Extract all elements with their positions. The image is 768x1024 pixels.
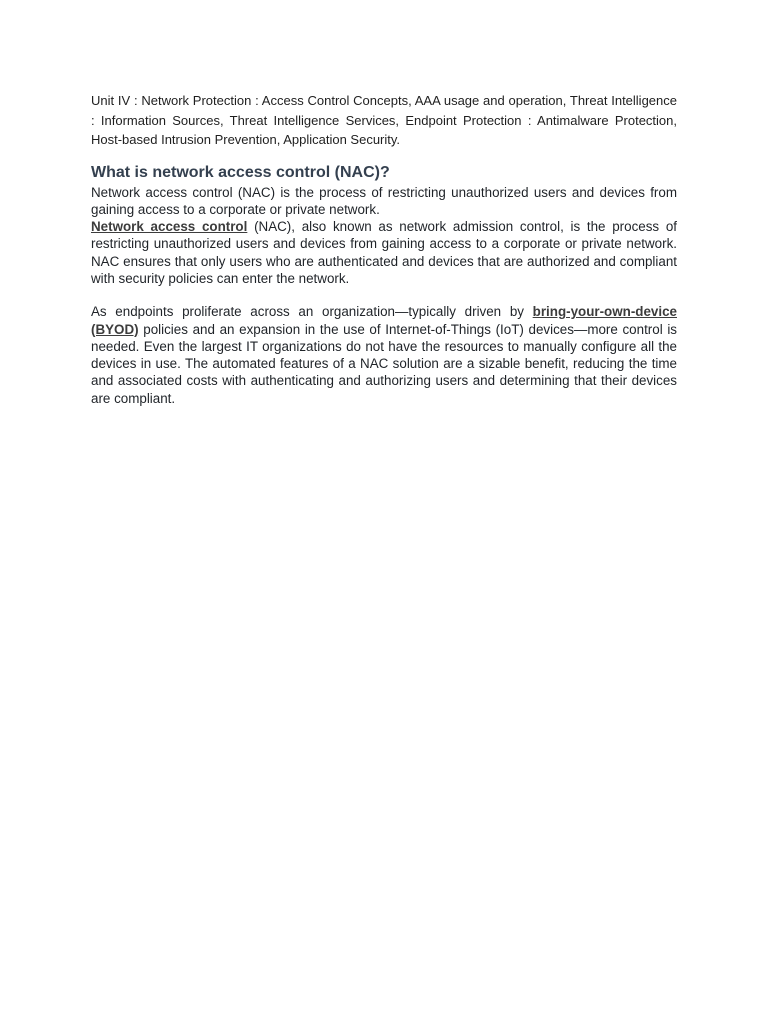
byod-text-after: policies and an expansion in the use of Internet-of-Things (IoT) devices—more control is needed. Even the largest IT organizations do not have the resources to manually configure all the devices in use. The automated features of a NAC solution are a sizable benefit, reducing the time and associated costs with authenticating and authorizing users and determining that their devices are compliant.	[91, 321, 677, 406]
nac-definition-paragraph: Network access control (NAC) is the process of restricting unauthorized users and devices from gaining access to a corporate or private network.	[91, 184, 677, 217]
nac-admission-text: (NAC), also known as network admission control, is the process of restricting unauthorized users and devices from gaining access to a corporate or private network. NAC ensures that only users who are authenticated and devices that are authorized and compliant with security policies can enter the network.	[91, 219, 678, 286]
byod-text-before: As endpoints proliferate across an organization—typically driven by	[91, 304, 533, 320]
byod-link[interactable]: bring-your-own-device (BYOD)	[91, 304, 677, 337]
byod-paragraph	[91, 303, 677, 407]
unit-overview: Unit IV : Network Protection : Access Control Concepts, AAA usage and operation, Threat Intelligence : Information Sources, Threat Intelligence Services, Endpoint Protection : Antimalware Protection, Host-based Intrusion Prevention, Application Security.	[91, 93, 677, 147]
nac-admission-paragraph	[91, 218, 677, 287]
section-heading: What is network access control (NAC)?	[91, 163, 390, 181]
network-access-control-link[interactable]: Network access control	[91, 219, 248, 235]
document-page	[91, 91, 677, 407]
